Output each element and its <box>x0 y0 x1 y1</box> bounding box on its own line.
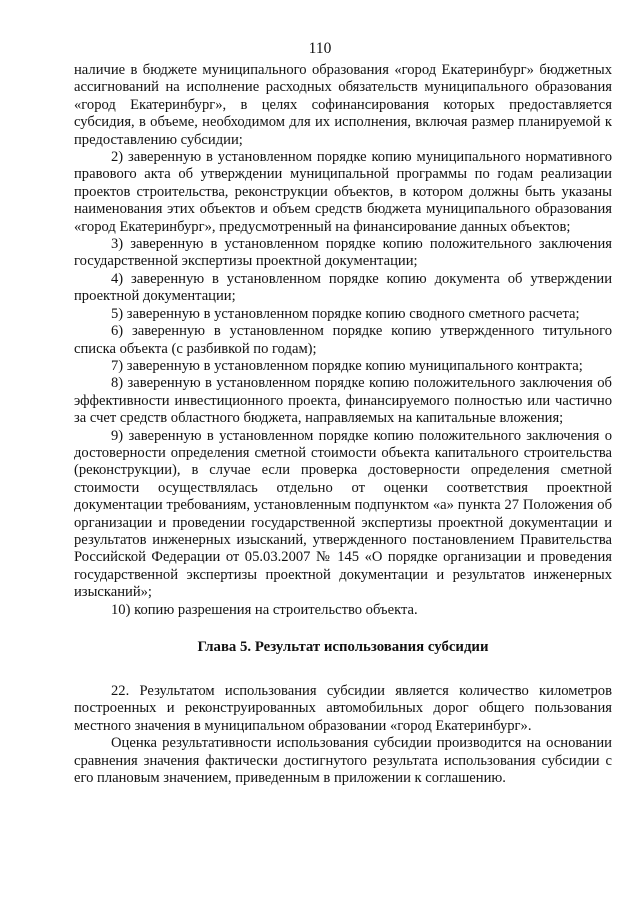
chapter-heading: Глава 5. Результат использования субсидии <box>197 639 489 655</box>
paragraph-budget-availability: наличие в бюджете муниципального образования «город Екатеринбург» бюджетных ассигнований на исполнение расходных обязательств муниципального образования «город Екатеринбург», в целях софинансирования которых предоставляется субсидия, в объеме, необходимом для их исполнения, включая размер планируемой к предоставлению субсидии; <box>74 62 612 148</box>
list-item-3: 3) заверенную в установленном порядке копию положительного заключения государственной экспертизы проектной документации; <box>74 236 612 270</box>
paragraph-evaluation: Оценка результативности использования субсидии производится на основании сравнения значения фактически достигнутого результата использования субсидии с его плановым значением, приведенным в приложении к соглашению. <box>74 735 612 787</box>
list-item-2: 2) заверенную в установленном порядке копию муниципального нормативного правового акта об утверждении муниципальной программы по годам реализации проектов строительства, реконструкции объектов, в котором должны быть указаны наименования этих объектов и объем средств бюджета муниципального образования «город Екатеринбург», предусмотренный на финансирование данных объектов; <box>74 149 612 235</box>
page-number: 110 <box>308 40 332 57</box>
list-item-7: 7) заверенную в установленном порядке копию муниципального контракта; <box>111 357 583 374</box>
list-item-8: 8) заверенную в установленном порядке копию положительного заключения об эффективности инвестиционного проекта, финансируемого полностью или частично за счет средств областного бюджета, направляемых на капитальные вложения; <box>74 375 612 427</box>
list-item-4: 4) заверенную в установленном порядке копию документа об утверждении проектной документации; <box>74 270 612 305</box>
document-body <box>74 62 612 787</box>
list-item-5: 5) заверенную в установленном порядке копию сводного сметного расчета; <box>111 305 580 322</box>
list-item-6: 6) заверенную в установленном порядке копию утвержденного титульного списка объекта (с разбивкой по годам); <box>74 323 612 357</box>
paragraph-22: 22. Результатом использования субсидии является количество километров построенных и реконструированных автомобильных дорог общего пользования местного значения в муниципальном образовании «город Екатеринбург». <box>74 683 612 734</box>
list-item-9: 9) заверенную в установленном порядке копию положительного заключения о достоверности определения сметной стоимости объекта капитального строительства (реконструкции), в случае если проверка достоверности определения сметной стоимости осуществлялась отдельно от оценки соответствия проектной документации требованиям, установленным подпунктом «а» пункта 27 Положения об организации и проведении государственной экспертизы проектной документации и результатов инженерных изысканий, утвержденного постановлением Правительства Российской Федерации от 05.03.2007 № 145 «О порядке организации и проведения государственной экспертизы проектной документации и результатов инженерных изысканий»; <box>74 427 612 601</box>
list-item-10: 10) копию разрешения на строительство объекта. <box>111 601 418 618</box>
